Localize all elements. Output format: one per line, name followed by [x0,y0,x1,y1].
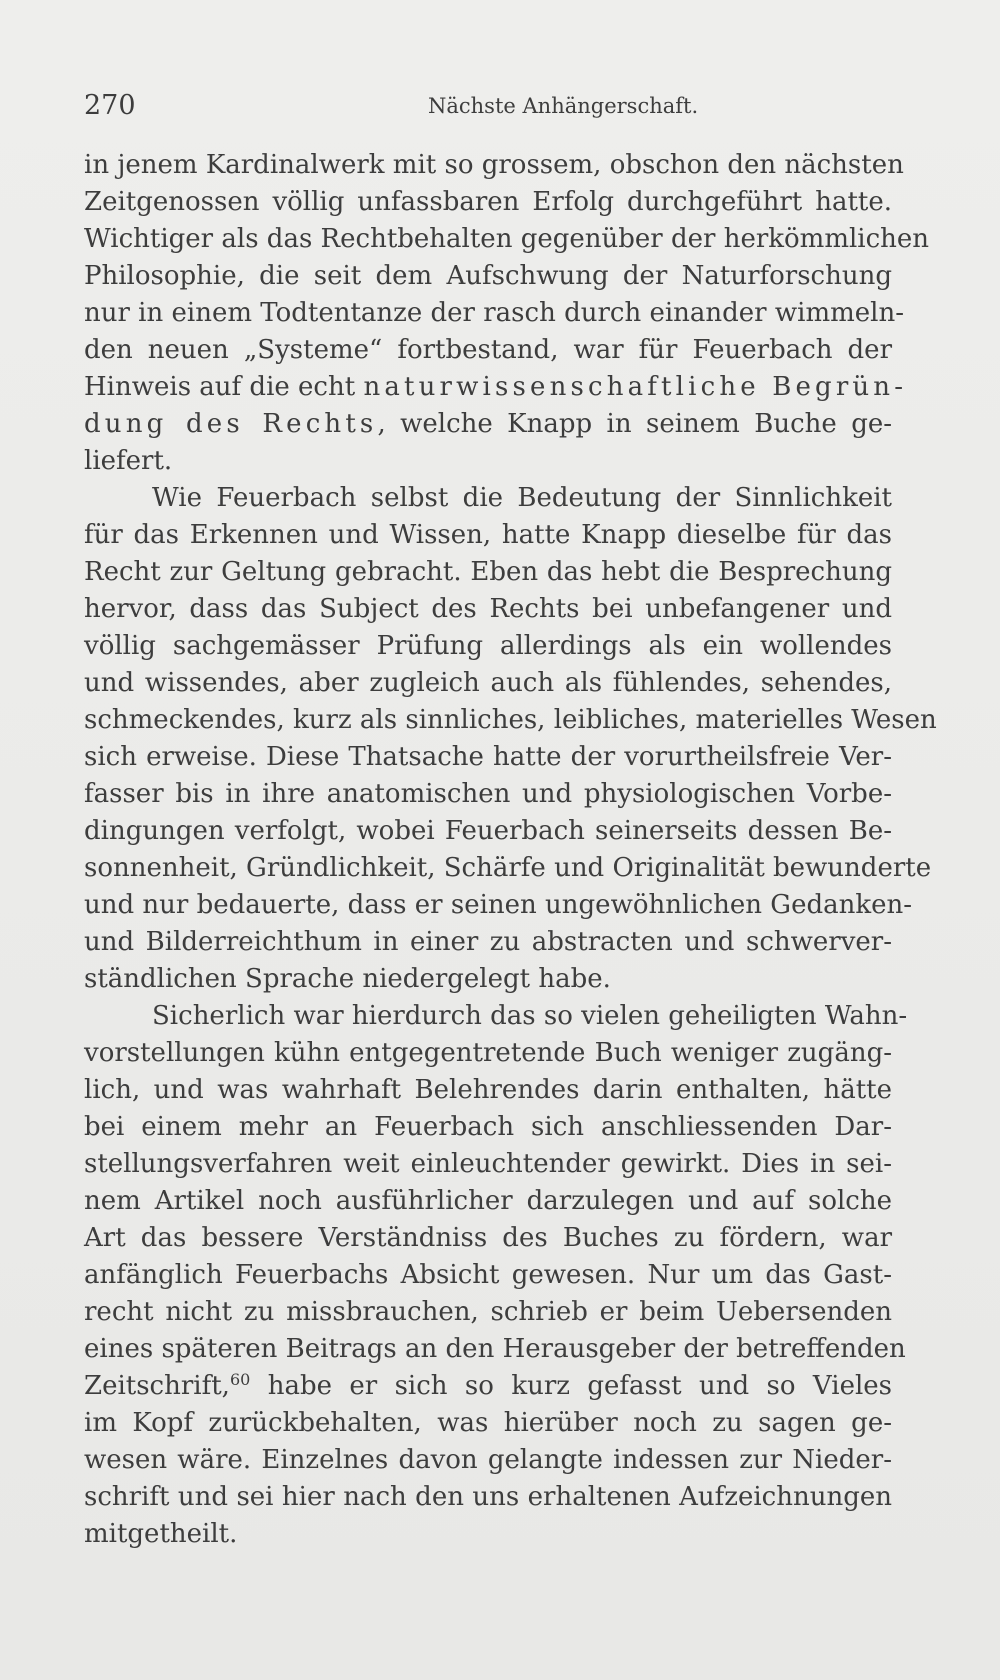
paragraph-1 [84,147,930,480]
text-line: und nur bedauerte, dass er seinen ungewöhnlichen Gedanken- [84,890,913,920]
text-line: und wissendes, aber zugleich auch als fühlendes, sehendes, [84,668,892,698]
paragraph-3 [84,998,908,1553]
text-line: Art das bessere Verständniss des Buches zu fördern, war [84,1223,892,1253]
text-line: Philosophie, die seit dem Aufschwung der Naturforschung [84,261,892,291]
text-line: völlig sachgemässer Prüfung allerdings als ein wollendes [84,631,892,661]
text-line [84,406,892,443]
text-line: eines späteren Beitrags an den Herausgeber der betreffenden [84,1334,906,1364]
text-line: Wie Feuerbach selbst die Bedeutung der Sinnlichkeit [152,483,892,513]
text-line: schrift und sei hier nach den uns erhaltenen Aufzeichnungen [84,1482,892,1512]
text-line: und Bilderreichthum in einer zu abstracten und schwerver- [84,927,892,957]
text-run: habe er sich so kurz gefasst und so Vieles [250,1371,892,1401]
text-line: in jenem Kardinalwerk mit so grossem, obschon den nächsten [84,150,904,180]
text-line: wesen wäre. Einzelnes davon gelangte indessen zur Nieder- [84,1445,892,1475]
text-line: lich, und was wahrhaft Belehrendes darin enthalten, hätte [84,1075,892,1105]
text-line: schmeckendes, kurz als sinnliches, leibliches, materielles Wesen [84,705,937,735]
text-run: Zeitschrift, [84,1371,230,1401]
text-line: sich erweise. Diese Thatsache hatte der vorurtheilsfreie Ver- [84,742,892,772]
text-line: liefert. [84,446,173,476]
text-line: recht nicht zu missbrauchen, schrieb er beim Uebersenden [84,1297,892,1327]
text-line: ständlichen Sprache niedergelegt habe. [84,964,611,994]
spaced-emphasis: dung des Rechts [84,409,378,439]
text-line: dingungen verfolgt, wobei Feuerbach seinerseits dessen Be- [84,816,892,846]
text-line: Zeitgenossen völlig unfassbaren Erfolg durchgeführt hatte. [84,187,892,217]
text-line: fasser bis in ihre anatomischen und physiologischen Vorbe- [84,779,892,809]
spaced-emphasis: naturwissenschaftliche Begrün- [363,372,908,402]
footnote-marker[interactable]: 60 [229,1370,251,1389]
text-line: sonnenheit, Gründlichkeit, Schärfe und Originalität bewunderte [84,853,932,883]
text-line: mitgetheilt. [84,1519,238,1549]
page-header [84,88,892,124]
text-line: Recht zur Geltung gebracht. Eben das hebt die Besprechung [84,557,892,587]
text-line: bei einem mehr an Feuerbach sich anschliessenden Dar- [84,1112,892,1142]
paragraph-2 [84,480,937,998]
text-line: hervor, dass das Subject des Rechts bei unbefangener und [84,594,892,624]
text-line: Wichtiger als das Rechtbehalten gegenüber der herkömmlichen [84,224,930,254]
text-line: nur in einem Todtentanze der rasch durch einander wimmeln- [84,298,904,328]
text-line: vorstellungen kühn entgegentretende Buch weniger zugäng- [84,1038,892,1068]
text-line: im Kopf zurückbehalten, was hierüber noch zu sagen ge- [84,1408,892,1438]
text-line [84,369,908,406]
text-line [84,1368,892,1405]
body-text [84,147,937,1553]
text-run: , welche Knapp in seinem Buche ge- [377,409,893,439]
text-line: anfänglich Feuerbachs Absicht gewesen. Nur um das Gast- [84,1260,892,1290]
page-number: 270 [84,90,136,121]
text-line: nem Artikel noch ausführlicher darzulegen und auf solche [84,1186,892,1216]
text-run: Hinweis auf die echt [84,372,364,402]
text-line: stellungsverfahren weit einleuchtender gewirkt. Dies in sei- [84,1149,892,1179]
text-line: den neuen „Systeme“ fortbestand, war für Feuerbach der [84,335,892,365]
text-line: Sicherlich war hierdurch das so vielen geheiligten Wahn- [152,1001,908,1031]
text-line: für das Erkennen und Wissen, hatte Knapp dieselbe für das [84,520,892,550]
running-title: Nächste Anhängerschaft. [428,94,699,118]
